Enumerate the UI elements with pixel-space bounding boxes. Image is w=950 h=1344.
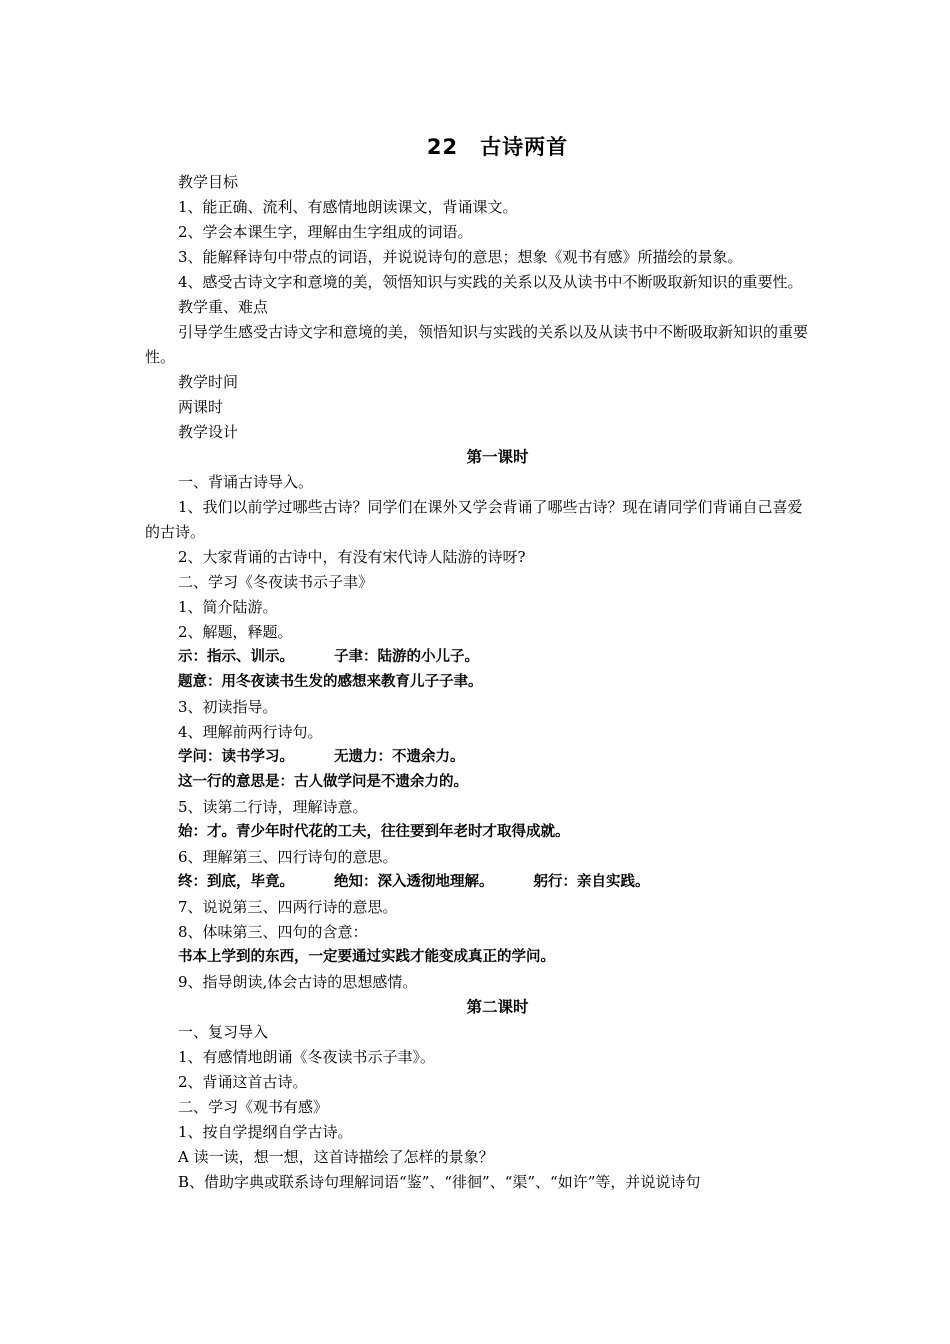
paragraph-text: 8、体味第三、四句的含意： [178,923,368,941]
paragraph [145,570,810,595]
paragraph [145,720,810,745]
paragraph-text: 始：才。青少年时代花的工夫，往往要到年老时才取得成就。 [178,824,570,840]
paragraph-text: 教学重、难点 [178,298,269,316]
paragraph [145,370,810,395]
paragraph [145,895,810,920]
paragraph-text: 引导学生感受古诗文字和意境的美，领悟知识与实践的关系以及从读书中不断吸取新知识的重要性。 [145,323,809,366]
bold-paragraph [145,870,810,895]
paragraph [145,695,810,720]
paragraph-text: B、借助字典或联系诗句理解词语“鉴”、“徘徊”、“渠”、“如许”等，并说说诗句 [178,1173,701,1191]
paragraph-text: 二、学习《冬夜读书示子聿》 [178,573,374,591]
paragraph [145,970,810,995]
paragraph [145,395,810,420]
paragraph [145,1045,810,1070]
document-page [145,130,810,1195]
paragraph [145,420,810,445]
paragraph-text: 学问：读书学习。 [178,749,294,765]
paragraph-text: 3、能解释诗句中带点的词语，并说说诗句的意思；想象《观书有感》所描绘的景象。 [178,248,743,266]
paragraph-text: 5、读第二行诗，理解诗意。 [178,798,368,816]
paragraph [145,1070,810,1095]
paragraph [145,220,810,245]
document-body [145,170,810,1195]
paragraph [145,470,810,495]
lesson-number: 22 [426,135,459,159]
paragraph-text: 绝知：深入透彻地理解。 [334,874,494,890]
bold-paragraph [145,820,810,845]
bold-paragraph [145,670,810,695]
paragraph-text: 2、学会本课生字，理解由生字组成的词语。 [178,223,473,241]
paragraph-text: 2、大家背诵的古诗中，有没有宋代诗人陆游的诗呀? [178,548,526,566]
paragraph-text: 2、解题，释题。 [178,623,293,641]
paragraph [145,1095,810,1120]
paragraph [145,495,810,545]
paragraph-text: 1、我们以前学过哪些古诗？同学们在课外又学会背诵了哪些古诗？现在请同学们背诵自己喜爱的古诗。 [145,498,803,541]
paragraph-text: 终：到底，毕竟。 [178,874,294,890]
paragraph-text: 4、理解前两行诗句。 [178,723,323,741]
paragraph [145,795,810,820]
paragraph [145,295,810,320]
lesson-title: 古诗两首 [480,135,569,159]
paragraph-text: 躬行：亲自实践。 [533,874,650,890]
paragraph-text: 二、学习《观书有感》 [178,1098,329,1116]
paragraph-text: 1、简介陆游。 [178,598,278,616]
paragraph [145,1020,810,1045]
bold-paragraph [145,745,810,770]
paragraph-text: 1、按自学提纲自学古诗。 [178,1123,353,1141]
paragraph-text: A 读一读，想一想，这首诗描绘了怎样的景象？ [178,1148,494,1166]
paragraph [145,845,810,870]
paragraph-text: 4、感受古诗文字和意境的美，领悟知识与实践的关系以及从读书中不断吸取新知识的重要性。 [178,273,803,291]
paragraph-text: 第二课时 [466,998,529,1016]
paragraph-text: 教学设计 [178,423,239,441]
paragraph [145,1170,810,1195]
paragraph [145,170,810,195]
page-title [145,130,810,170]
paragraph [145,545,810,570]
paragraph-text: 3、初读指导。 [178,698,278,716]
paragraph-text: 2、背诵这首古诗。 [178,1073,308,1091]
paragraph [145,245,810,270]
paragraph-text: 子聿：陆游的小儿子。 [334,649,479,665]
paragraph-text: 一、复习导入 [178,1023,269,1041]
paragraph [145,195,810,220]
bold-paragraph [145,645,810,670]
paragraph [145,920,810,945]
paragraph-text: 1、有感情地朗诵《冬夜读书示子聿》。 [178,1048,436,1066]
bold-paragraph [145,945,810,970]
bold-paragraph [145,770,810,795]
paragraph [145,320,810,370]
paragraph-text: 无遗力：不遗余力。 [334,749,465,765]
paragraph [145,1145,810,1170]
paragraph-text: 示：指示、训示。 [178,649,294,665]
paragraph [145,620,810,645]
section-heading [145,445,810,470]
paragraph-text: 两课时 [178,398,224,416]
paragraph [145,595,810,620]
paragraph [145,1120,810,1145]
paragraph-text: 第一课时 [466,448,529,466]
paragraph-text: 教学目标 [178,173,239,191]
paragraph-text: 6、理解第三、四行诗句的意思。 [178,848,398,866]
paragraph-text: 教学时间 [178,373,239,391]
paragraph-text: 1、能正确、流利、有感情地朗读课文，背诵课文。 [178,198,518,216]
section-heading [145,995,810,1020]
paragraph [145,270,810,295]
paragraph-text: 9、指导朗读,体会古诗的思想感情。 [178,973,418,991]
paragraph-text: 书本上学到的东西，一定要通过实践才能变成真正的学问。 [178,949,555,965]
paragraph-text: 题意：用冬夜读书生发的感想来教育儿子子聿。 [178,674,483,690]
paragraph-text: 这一行的意思是：古人做学问是不遗余力的。 [178,774,468,790]
paragraph-text: 一、背诵古诗导入。 [178,473,314,491]
paragraph-text: 7、说说第三、四两行诗的意思。 [178,898,398,916]
